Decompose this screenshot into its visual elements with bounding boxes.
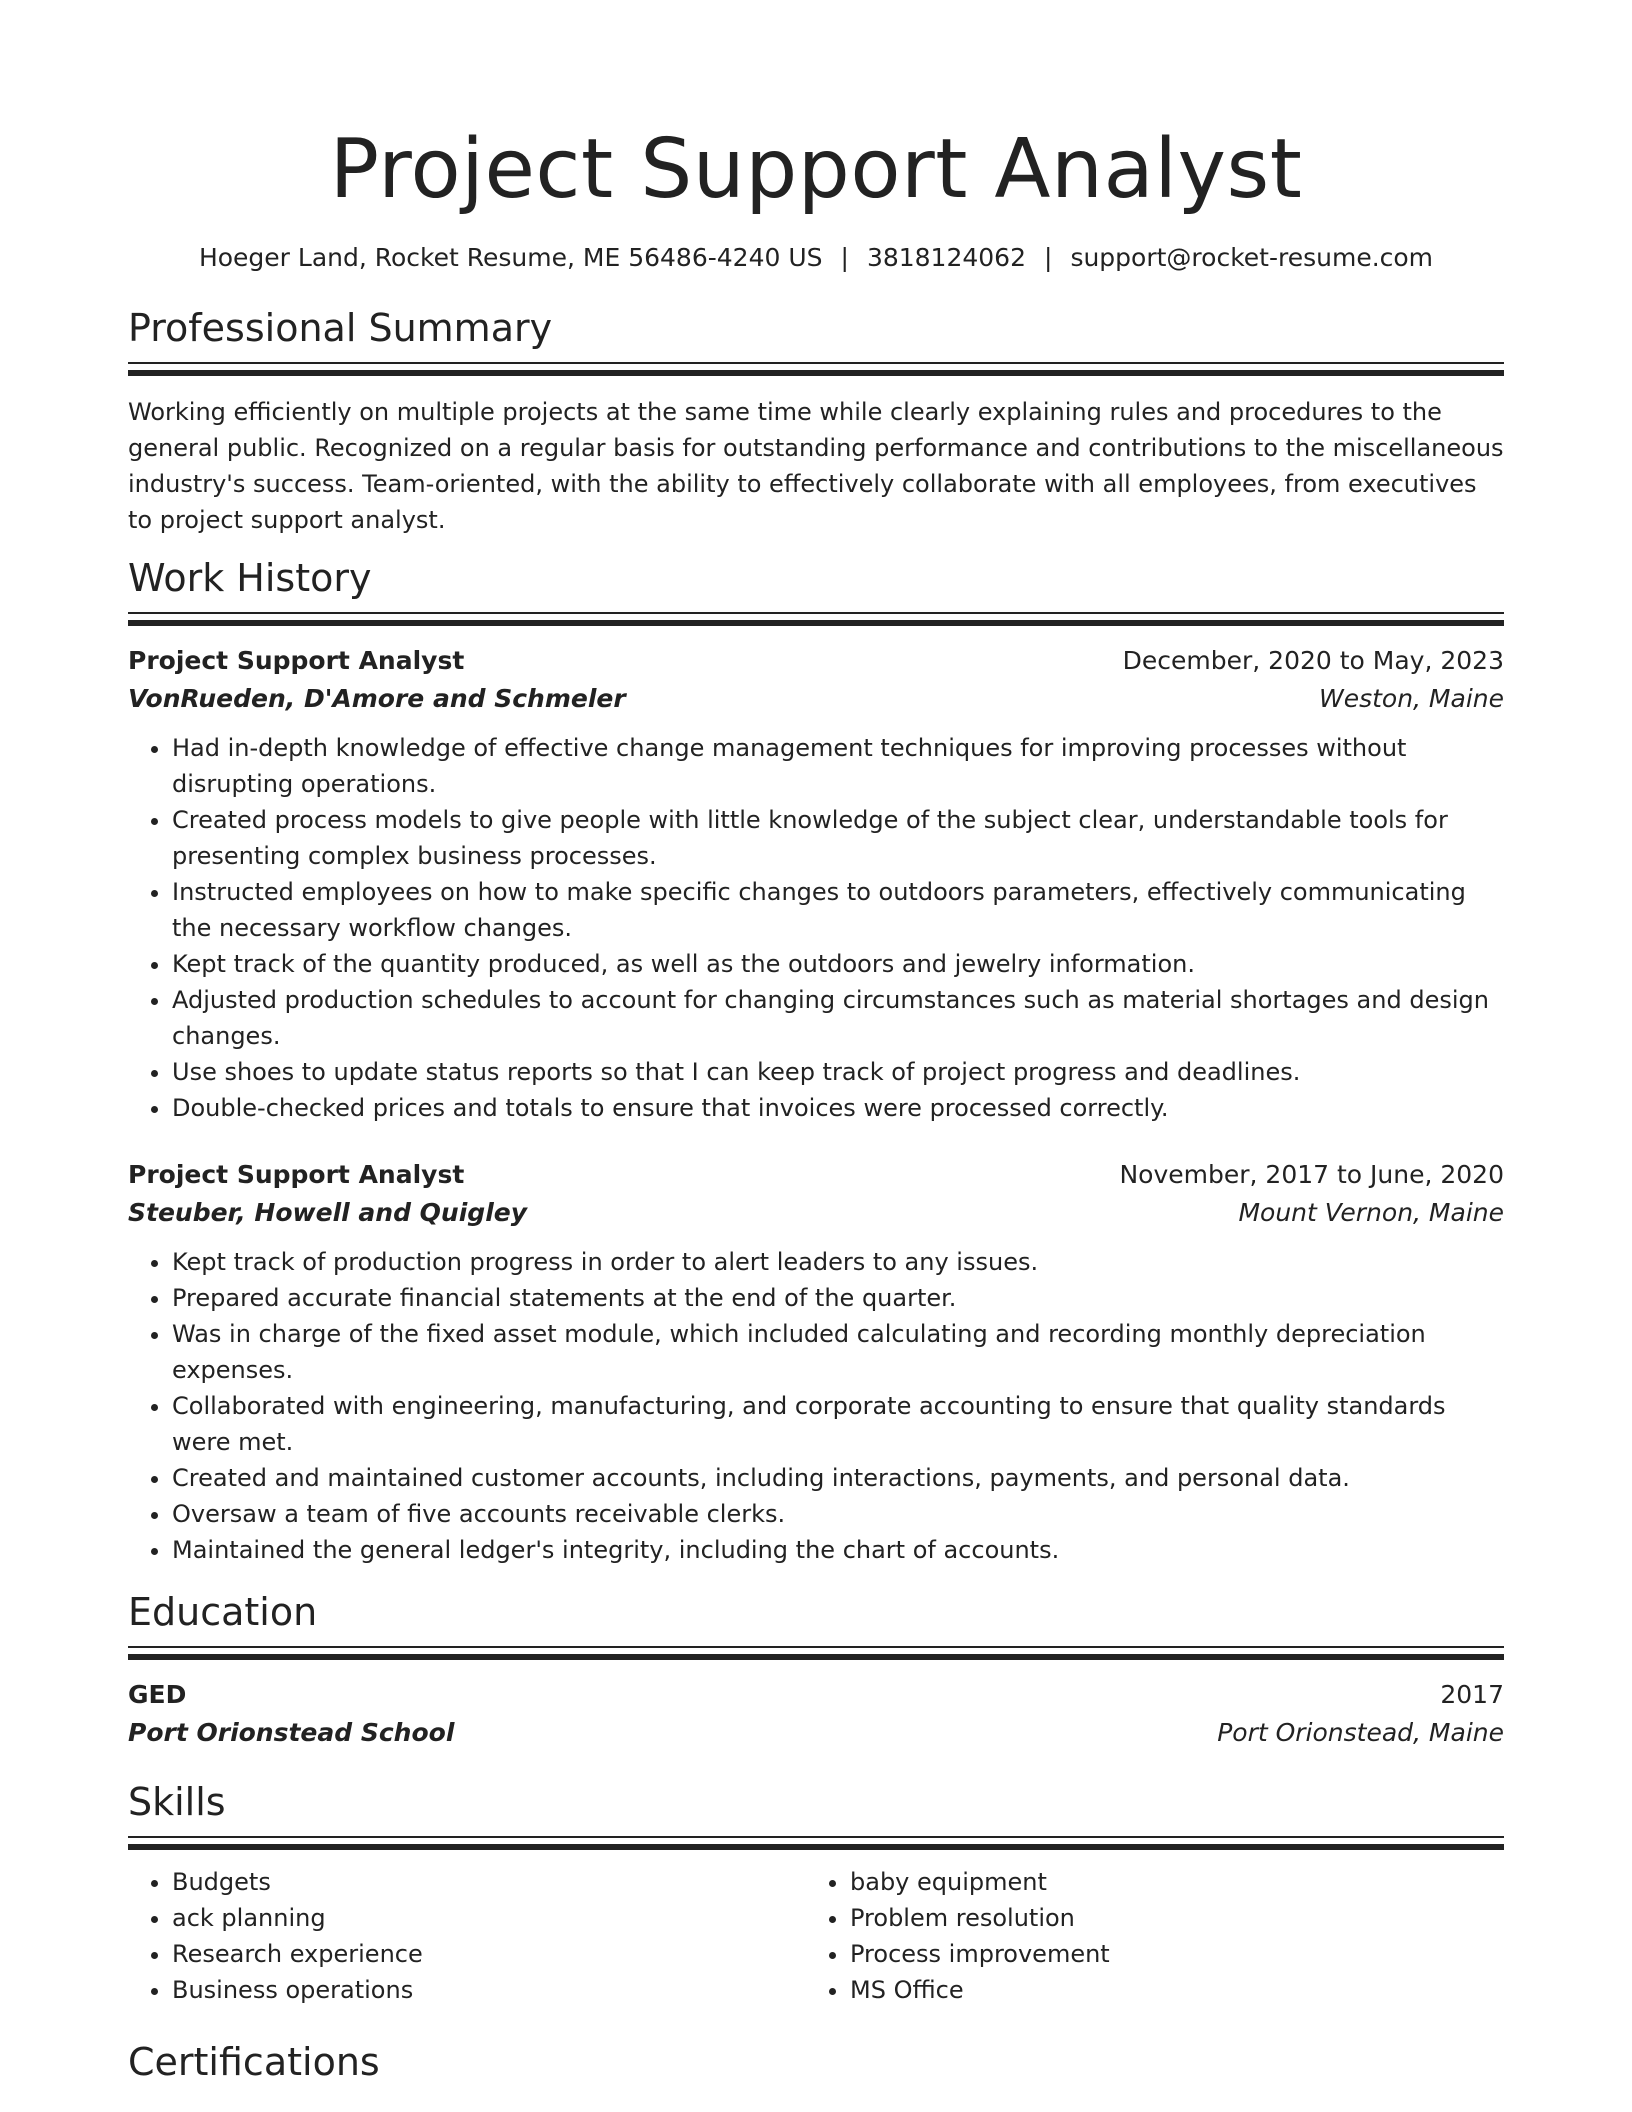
job-subheader [128, 1194, 1504, 1232]
job-header [128, 642, 1504, 680]
contact-line [128, 242, 1504, 274]
contact-separator: | [840, 243, 849, 272]
education-section [128, 1588, 1504, 1752]
education-school: Port Orionstead School [128, 1718, 455, 1747]
skills-grid [128, 1864, 1504, 2008]
section-divider-thick [128, 370, 1504, 376]
section-title-summary: Professional Summary [128, 306, 553, 350]
job-header [128, 1156, 1504, 1194]
job-title: Project Support Analyst [128, 1160, 465, 1189]
list-item: • Double-checked prices and totals to ensure that invoices were processed correctly. [172, 1090, 1504, 1126]
section-divider [128, 1836, 1504, 1838]
list-item: • Instructed employees on how to make specific changes to outdoors parameters, effectively communicating the necessary workflow changes. [172, 874, 1504, 946]
job-dates: November, 2017 to June, 2020 [1119, 1160, 1504, 1189]
section-title-skills: Skills [128, 1780, 226, 1824]
list-item: • Adjusted production schedules to account for changing circumstances such as material shortages and design changes. [172, 982, 1504, 1054]
contact-address: Hoeger Land, Rocket Resume, ME 56486-4240 US [198, 243, 823, 272]
list-item: • Oversaw a team of five accounts receivable clerks. [172, 1496, 1504, 1532]
education-location: Port Orionstead, Maine [1217, 1718, 1504, 1747]
list-item: • Had in-depth knowledge of effective change management techniques for improving processes without disrupting operations. [172, 730, 1504, 802]
skill-item: • Process improvement [850, 1936, 1484, 1972]
list-item: • Prepared accurate financial statements at the end of the quarter. [172, 1280, 1504, 1316]
section-divider [128, 362, 1504, 364]
list-item: • Created process models to give people with little knowledge of the subject clear, understandable tools for presenting complex business processes. [172, 802, 1504, 874]
list-item: • Collaborated with engineering, manufacturing, and corporate accounting to ensure that quality standards were met. [172, 1388, 1504, 1460]
job-bullets [128, 1244, 1504, 1568]
skill-item: • MS Office [850, 1972, 1484, 2008]
job-dates: December, 2020 to May, 2023 [1122, 646, 1504, 675]
skill-item: • Budgets [172, 1864, 806, 1900]
list-item: • Kept track of the quantity produced, as well as the outdoors and jewelry information. [172, 946, 1504, 982]
list-item: • Created and maintained customer accounts, including interactions, payments, and personal data. [172, 1460, 1504, 1496]
summary-section [128, 304, 1504, 538]
contact-phone: 3818124062 [866, 243, 1026, 272]
skills-column-right [806, 1864, 1484, 2008]
education-degree: GED [128, 1680, 187, 1709]
list-item: • Was in charge of the fixed asset module, which included calculating and recording monthly depreciation expenses. [172, 1316, 1504, 1388]
education-subheader [128, 1714, 1504, 1752]
section-divider [128, 612, 1504, 614]
contact-email: support@rocket-resume.com [1070, 243, 1434, 272]
skill-item: • ack planning [172, 1900, 806, 1936]
job-subheader [128, 680, 1504, 718]
job-bullets [128, 730, 1504, 1126]
resume-name: Project Support Analyst [329, 122, 1303, 217]
list-item: • Use shoes to update status reports so that I can keep track of project progress and deadlines. [172, 1054, 1504, 1090]
contact-separator: | [1044, 243, 1053, 272]
work-history-section [128, 554, 1504, 1568]
section-title-work-history: Work History [128, 556, 372, 600]
job-entry [128, 1156, 1504, 1568]
skills-section [128, 1778, 1504, 2008]
skills-column-left [128, 1864, 806, 2008]
section-title-education: Education [128, 1590, 318, 1634]
education-header [128, 1676, 1504, 1714]
section-divider [128, 1646, 1504, 1648]
section-divider-thick [128, 1654, 1504, 1660]
certifications-section [128, 2038, 1504, 2086]
section-divider-thick [128, 1844, 1504, 1850]
education-year: 2017 [1440, 1680, 1504, 1709]
skill-item: • Research experience [172, 1936, 806, 1972]
job-location: Weston, Maine [1318, 684, 1504, 713]
job-company: Steuber, Howell and Quigley [128, 1198, 528, 1227]
job-entry [128, 642, 1504, 1126]
education-entry [128, 1676, 1504, 1752]
skill-item: • Problem resolution [850, 1900, 1484, 1936]
list-item: • Kept track of production progress in order to alert leaders to any issues. [172, 1244, 1504, 1280]
job-location: Mount Vernon, Maine [1238, 1198, 1504, 1227]
resume-page [128, 0, 1504, 2086]
section-title-certifications: Certifications [128, 2040, 380, 2084]
skill-item: • baby equipment [850, 1864, 1484, 1900]
job-title: Project Support Analyst [128, 646, 465, 675]
job-company: VonRueden, D'Amore and Schmeler [128, 684, 626, 713]
skill-item: • Business operations [172, 1972, 806, 2008]
section-divider-thick [128, 620, 1504, 626]
summary-text: Working efficiently on multiple projects at the same time while clearly explaining rules and procedures to the general public. Recognized on a regular basis for outstanding performance and contributions to the miscellaneous industry's success. Team-oriented, with the ability to effectively collaborate with all employees, from executives to project support analyst. [128, 398, 1504, 534]
list-item: • Maintained the general ledger's integrity, including the chart of accounts. [172, 1532, 1504, 1568]
